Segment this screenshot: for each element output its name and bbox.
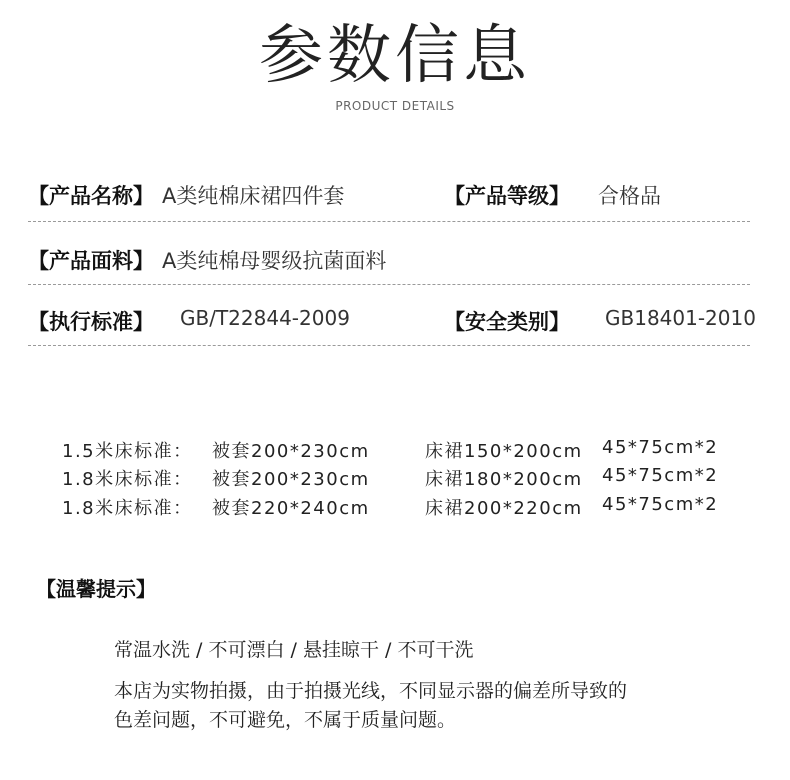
divider [28, 345, 750, 346]
page-subtitle: PRODUCT DETAILS [335, 99, 455, 113]
divider [28, 284, 750, 285]
tips-title: 【温馨提示】 [36, 577, 156, 601]
size-pillow: 45*75cm*2 [602, 437, 719, 458]
care-instructions: 常温水洗 / 不可漂白 / 悬挂晾干 / 不可干洗 [114, 639, 474, 661]
size-cover: 被套200*230cm [212, 469, 370, 490]
product-name-key: 【产品名称】 [28, 184, 154, 208]
size-skirt: 床裙180*200cm [425, 469, 583, 490]
size-bed-label: 1.8米床标准： [62, 469, 193, 490]
size-bed-label: 1.5米床标准： [62, 441, 193, 462]
product-grade-key: 【产品等级】 [444, 184, 570, 208]
product-fabric-key: 【产品面料】 [28, 249, 154, 273]
size-pillow: 45*75cm*2 [602, 494, 719, 515]
size-cover: 被套200*230cm [212, 441, 370, 462]
size-pillow: 45*75cm*2 [602, 465, 719, 486]
divider [28, 221, 750, 222]
page-title: 参数信息 [259, 19, 531, 93]
product-grade-value: 合格品 [598, 184, 661, 208]
size-skirt: 床裙200*220cm [425, 498, 583, 519]
product-fabric-value: A类纯棉母婴级抗菌面料 [162, 249, 387, 273]
safety-value: GB18401-2010 [605, 306, 756, 330]
safety-key: 【安全类别】 [444, 310, 570, 334]
size-cover: 被套220*240cm [212, 498, 370, 519]
disclaimer-line-2: 色差问题，不可避免，不属于质量问题。 [114, 709, 457, 731]
product-name-value: A类纯棉床裙四件套 [162, 184, 345, 208]
disclaimer-line-1: 本店为实物拍摄，由于拍摄光线，不同显示器的偏差所导致的 [114, 680, 628, 702]
size-bed-label: 1.8米床标准： [62, 498, 193, 519]
standard-key: 【执行标准】 [28, 310, 154, 334]
size-skirt: 床裙150*200cm [425, 441, 583, 462]
standard-value: GB/T22844-2009 [180, 306, 350, 330]
